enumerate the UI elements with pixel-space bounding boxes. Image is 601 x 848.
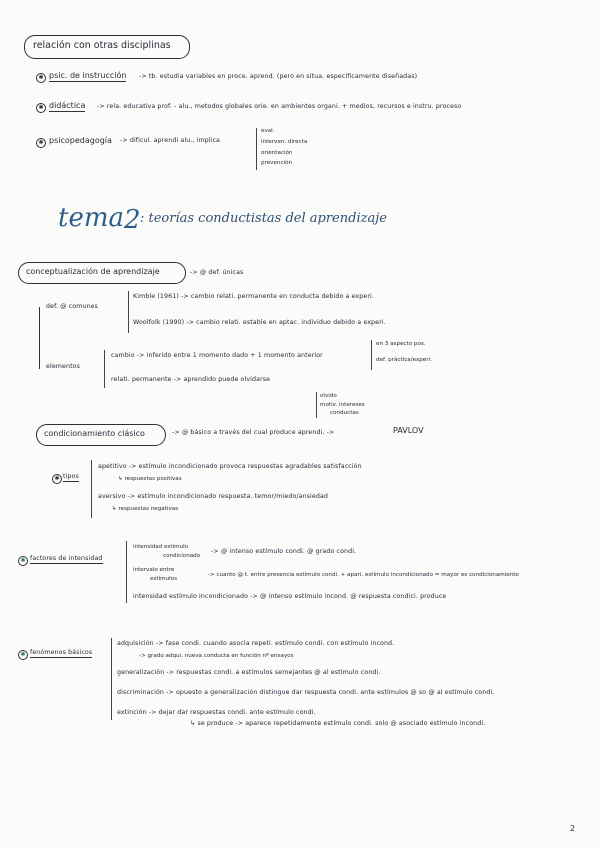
list-item: orientación	[261, 150, 293, 156]
factor-label: condicionado	[163, 553, 201, 559]
factor-item: -> cuanto @ t. entre presencia estímulo condi. + apari. estímulo incondicionado = mayor es condicionamiento	[208, 572, 519, 578]
phenomenon-item: discriminación -> opuesto a generalización distingue dar respuesta condi. ante estímulos @ so @ al estímulo condi.	[117, 689, 495, 696]
tema-subtitle: : teorías conductistas del aprendizaje	[140, 211, 387, 226]
branch-label: fenómenos básicos	[30, 650, 92, 658]
phenomenon-sub: -> grado adqui. nueva conducta en función nº ensayos	[139, 653, 294, 659]
brace	[256, 128, 257, 170]
brace	[128, 291, 129, 333]
type-sub: ↳ respuestas negativas	[112, 506, 179, 512]
branch-label: elementos	[46, 363, 80, 370]
type-item: apetitivo -> estímulo incondicionado provoca respuestas agradables satisfacción	[98, 463, 362, 470]
branch-label: def. @ comunes	[46, 303, 98, 310]
bullet-icon: ✱	[36, 103, 46, 113]
factor-item: -> @ intenso estímulo condi. @ grado condi.	[211, 548, 357, 555]
section-note: -> @ def. únicas	[190, 269, 244, 276]
factor-label: intervalo entre	[133, 567, 175, 573]
tree-line	[39, 307, 40, 369]
list-item: motiv. intereses	[320, 402, 365, 408]
element-item: relati. permanente -> aprendido puede olvidarse	[111, 376, 271, 383]
type-item: aversivo -> estímulo incondicionado respuesta. temor/miedo/ansiedad	[98, 493, 329, 500]
phenomenon-item: generalización -> respuestas condi. a estímulos semejantes @ al estímulo condi.	[117, 669, 381, 676]
row-key: didáctica	[49, 101, 86, 110]
row-text: -> dificul. aprendi alu., implica	[120, 137, 220, 144]
phenomenon-item: extinción -> dejar dar respuestas condi. ante estímulo condi.	[117, 709, 316, 716]
branch-label: tipos	[63, 474, 79, 482]
bullet-icon: ✱	[36, 138, 46, 148]
author-name: PAVLOV	[393, 426, 424, 435]
page-number: 2	[570, 824, 576, 833]
section-title: condicionamiento clásico	[44, 429, 145, 438]
list-item: def. práctica/experi.	[376, 357, 432, 363]
factor-label: intensidad estímulo	[133, 544, 189, 550]
brace	[91, 460, 92, 518]
list-item: prevención	[261, 160, 293, 166]
bullet-icon: ✱	[18, 650, 28, 660]
section-title: conceptualización de aprendizaje	[26, 267, 160, 276]
section-note: -> @ básico a través del cual produce aprendi. ->	[172, 429, 335, 436]
phenomenon-item: adquisición -> fase condi. cuando asocia repeti. estímulo condi. con estímulo incond.	[117, 640, 395, 647]
section-title: relación con otras disciplinas	[33, 40, 171, 51]
brace	[111, 638, 112, 720]
tema-number: 2	[124, 205, 141, 235]
row-text: -> tb. estudia variables en proce. aprend. (pero en situa. específicamente diseñadas)	[139, 73, 418, 80]
list-item: conductas	[330, 410, 359, 416]
brace	[316, 392, 317, 418]
phenomenon-sub: ↳ se produce -> aparece repetidamente estímulo condi. solo @ asociado estímulo incondi.	[190, 720, 486, 727]
branch-label: factores de intensidad	[30, 556, 103, 564]
bullet-icon: ✱	[52, 474, 62, 484]
row-key: psic. de instrucción	[49, 71, 127, 80]
bullet-icon: ✱	[18, 556, 28, 566]
factor-item: intensidad estímulo incondicionado -> @ intenso estímulo incond. @ respuesta condici. produce	[133, 593, 447, 600]
brace	[126, 541, 127, 603]
element-item: cambio -> inferido entre 1 momento dado + 1 momento anterior	[111, 352, 323, 359]
bullet-icon: ✱	[36, 73, 46, 83]
def-item: Woolfolk (1990) -> cambio relati. estable en aptac. individuo debido a experi.	[133, 319, 386, 326]
list-item: eval.	[261, 128, 275, 134]
factor-label: estímulos	[150, 576, 177, 582]
list-item: en 3 aspecto pos.	[376, 341, 426, 347]
tema-title: tema	[58, 203, 124, 233]
type-sub: ↳ respuestas positivas	[118, 476, 182, 482]
row-text: -> rela. educativa prof. - alu., metodos globales orie. en ambientes organi. + medios, recursos e instru. proceso	[97, 103, 462, 110]
def-item: Kimble (1961) -> cambio relati. permanente en conducta debido a experi.	[133, 293, 374, 300]
list-item: olvido	[320, 393, 337, 399]
row-key: psicopedagogía	[49, 136, 112, 145]
brace	[104, 350, 105, 388]
brace	[371, 340, 372, 370]
list-item: interven. directa	[261, 139, 308, 145]
